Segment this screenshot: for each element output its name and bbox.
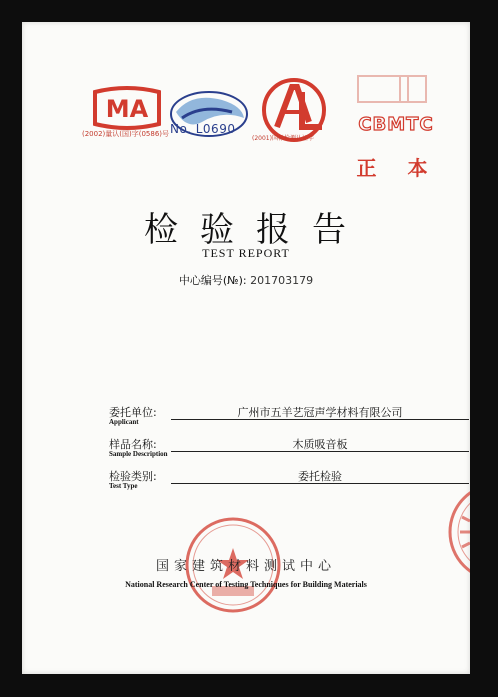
field-label-en: Test Type [109, 482, 138, 490]
certificate-paper [22, 22, 470, 674]
cma-logo-text: MA [105, 95, 149, 123]
report-title-en: TEST REPORT [202, 246, 290, 260]
field-label-en: Sample Description [109, 450, 168, 458]
field-label: 样品名称: [109, 438, 157, 451]
cnas-logo-icon [162, 72, 257, 167]
report-title-cn: 检验报告 [144, 210, 368, 250]
organization-name-en: National Research Center of Testing Techniques for Building Materials [125, 580, 367, 589]
field-underline [171, 419, 469, 420]
cnas-number: No. L0690 [170, 122, 236, 136]
partial-seal-icon [430, 477, 470, 587]
field-underline [171, 451, 469, 452]
report-number [22, 272, 470, 288]
report-number-value: 201703179 [250, 274, 314, 287]
cma-caption: (2002)量认(国)字(0586)号 [82, 130, 170, 138]
cal-caption: (2001)国标检测认证字 [252, 135, 314, 142]
field-value: 木质吸音板 [292, 438, 348, 451]
report-number-label: 中心编号(№): [178, 274, 247, 287]
field-label-en: Applicant [109, 418, 139, 426]
cbmtc-logo-text: CBMTC [358, 114, 434, 135]
field-label: 委托单位: [109, 406, 157, 419]
field-value: 广州市五羊艺冠声学材料有限公司 [237, 406, 403, 419]
field-underline [171, 483, 469, 484]
field-label: 检验类别: [109, 470, 157, 483]
organization-name-cn: 国家建筑材料测试中心 [155, 559, 336, 574]
cbmtc-logo-icon [338, 70, 456, 188]
cal-logo-icon [247, 72, 342, 167]
original-copy-stamp: 正 本 [356, 156, 440, 180]
field-value: 委托检验 [298, 470, 342, 483]
